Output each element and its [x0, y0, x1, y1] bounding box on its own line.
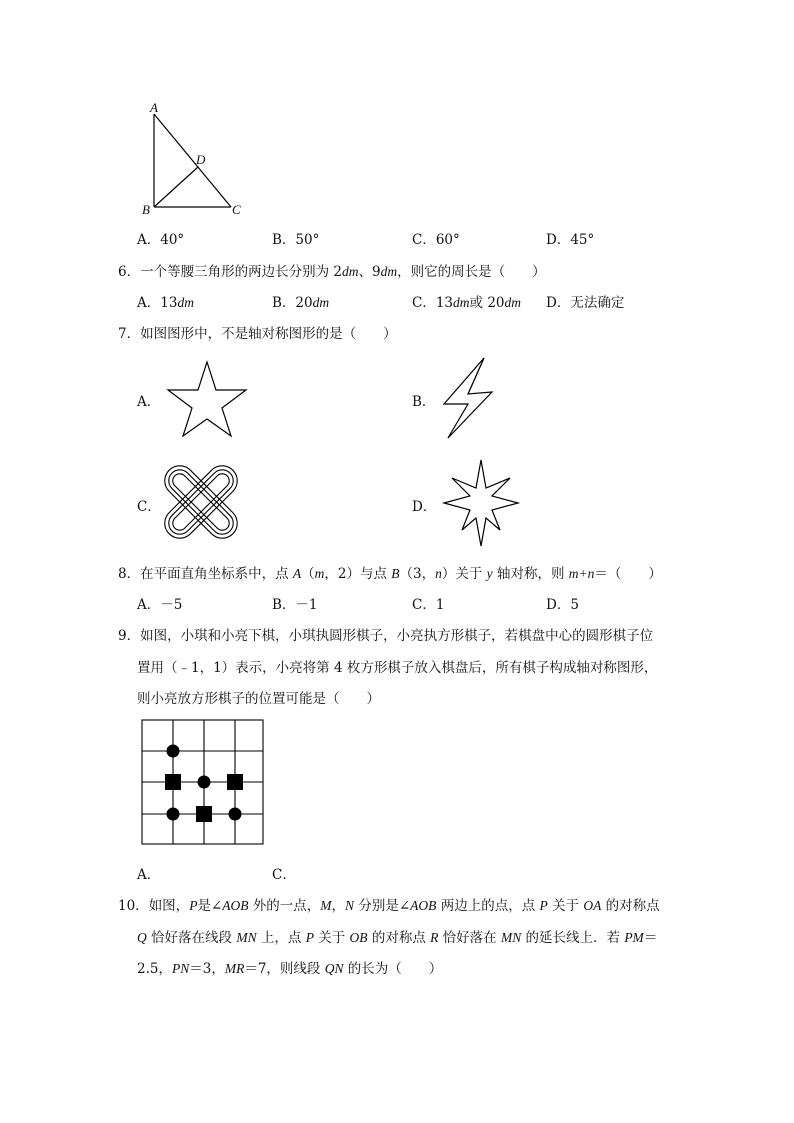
- round-piece: [229, 808, 242, 821]
- round-piece: [198, 776, 211, 789]
- round-piece: [167, 808, 180, 821]
- q7-option-a[interactable]: A．: [137, 394, 161, 410]
- q7-option-d[interactable]: D．: [412, 499, 437, 515]
- q8-option-c[interactable]: C．1: [412, 597, 445, 613]
- star-icon: [166, 360, 248, 438]
- q10-stem-line2: Q 恰好落在线段 MN 上，点 P 关于 OB 的对称点 R 恰好落在 MN 的延长线上．若 PM＝: [137, 930, 658, 946]
- q9-option-c[interactable]: C．: [272, 867, 296, 883]
- q5-option-a[interactable]: A．40°: [137, 232, 185, 248]
- q6-stem: 6．一个等腰三角形的两边长分别为 2dm、9dm，则它的周长是（ ）: [118, 264, 546, 280]
- label-d: D: [196, 152, 206, 167]
- q10-stem-line1: 10．如图，P是∠AOB 外的一点，M，N 分别是∠AOB 两边上的点，点 P 关于 OA 的对称点: [118, 898, 660, 914]
- square-piece: [196, 806, 212, 822]
- q6-option-c[interactable]: C．13dm或 20dm: [412, 295, 522, 311]
- q8-option-b[interactable]: B．－1: [272, 597, 318, 613]
- q9-stem-line1: 9．如图，小琪和小亮下棋，小琪执圆形棋子，小亮执方形棋子，若棋盘中心的圆形棋子位: [118, 628, 654, 644]
- label-a: A: [150, 100, 158, 115]
- q6-option-d[interactable]: D．无法确定: [546, 295, 625, 311]
- q7-option-b[interactable]: B．: [412, 394, 436, 410]
- go-board-figure: [140, 718, 266, 846]
- q8-stem: 8．在平面直角坐标系中，点 A（m，2）与点 B（3，n）关于 y 轴对称，则 m+n＝（ ）: [118, 566, 662, 582]
- knot-icon: [162, 465, 240, 539]
- lightning-icon: [440, 356, 500, 440]
- round-piece: [167, 745, 180, 758]
- q9-stem-line3: 则小亮放方形棋子的位置可能是（ ）: [137, 691, 380, 707]
- q9-option-a[interactable]: A．: [137, 867, 161, 883]
- q9-stem-line2: 置用（﹣1，1）表示，小亮将第 4 枚方形棋子放入棋盘后，所有棋子构成轴对称图形，: [137, 660, 658, 676]
- label-b: B: [142, 202, 150, 217]
- q7-stem: 7．如图图形中，不是轴对称图形的是（ ）: [118, 326, 397, 342]
- q6-option-b[interactable]: B．20dm: [272, 295, 330, 311]
- q10-stem-line3: 2.5，PN＝3，MR＝7，则线段 QN 的长为（ ）: [137, 961, 443, 977]
- q8-option-a[interactable]: A．－5: [137, 597, 183, 613]
- q6-option-a[interactable]: A．13dm: [137, 295, 194, 311]
- square-piece: [227, 774, 243, 790]
- q5-option-c[interactable]: C．60°: [412, 232, 460, 248]
- q8-option-d[interactable]: D．5: [546, 597, 579, 613]
- square-piece: [165, 774, 181, 790]
- q5-option-b[interactable]: B．50°: [272, 232, 320, 248]
- q7-option-c[interactable]: C．: [137, 499, 161, 515]
- label-c: C: [232, 202, 241, 217]
- eight-point-star-icon: [440, 458, 522, 548]
- q5-option-d[interactable]: D．45°: [546, 232, 595, 248]
